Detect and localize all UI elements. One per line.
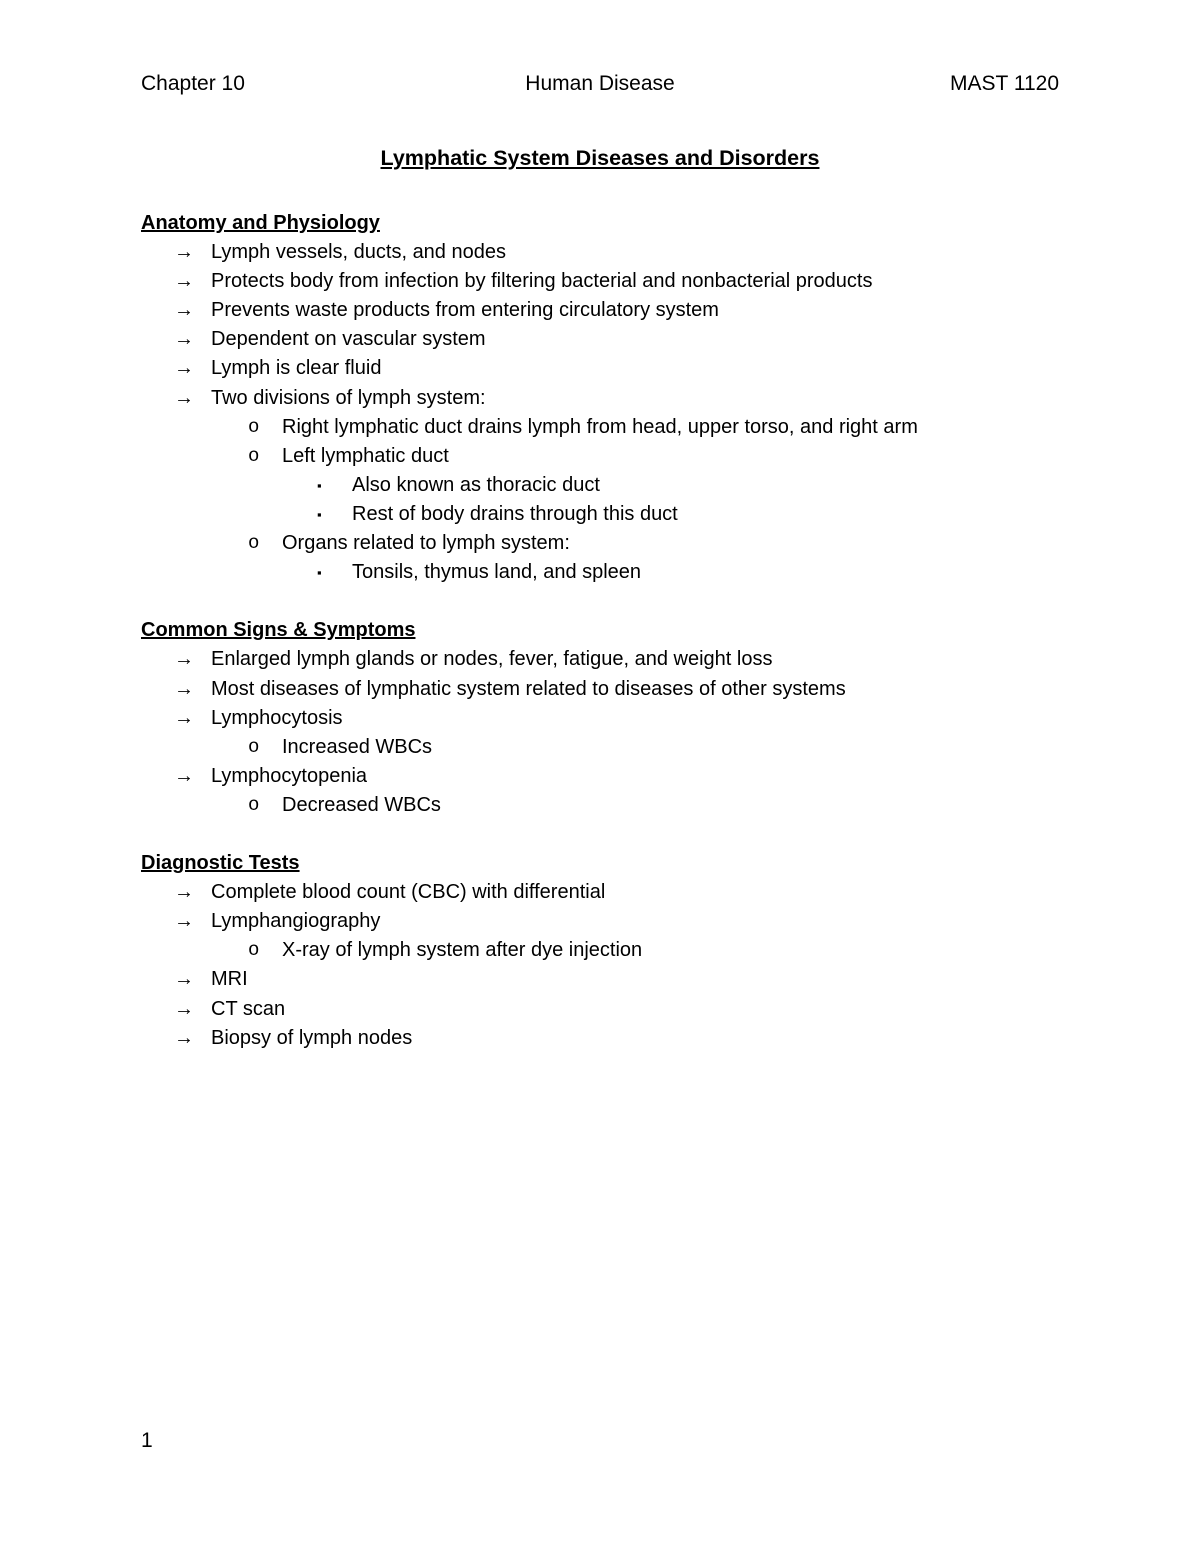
- list-item-text: Lymph is clear fluid: [211, 357, 382, 380]
- list-item: [141, 413, 1059, 442]
- document-body: [141, 209, 1059, 1053]
- list-item-text: Prevents waste products from entering circulatory system: [211, 299, 719, 322]
- list-item-text: Lymphocytosis: [211, 706, 343, 729]
- bullet-list: [141, 238, 1059, 587]
- arrow-bullet-icon: →: [174, 764, 194, 787]
- arrow-bullet-icon: →: [174, 968, 194, 991]
- list-item-text: Protects body from infection by filtering bacterial and nonbacterial products: [211, 270, 873, 293]
- bullet-list: [141, 645, 1059, 820]
- list-item: [141, 529, 1059, 558]
- list-item: [141, 907, 1059, 936]
- arrow-bullet-icon: →: [174, 677, 194, 700]
- section-spacer: [141, 587, 1059, 616]
- list-item-text: MRI: [211, 968, 248, 991]
- list-item: [141, 558, 1059, 587]
- section-heading: Anatomy and Physiology: [141, 212, 380, 234]
- list-item-text: Complete blood count (CBC) with differential: [211, 881, 606, 904]
- list-item-text: Two divisions of lymph system:: [211, 386, 486, 409]
- list-item-text: CT scan: [211, 997, 286, 1020]
- circle-bullet-icon: o: [248, 793, 260, 816]
- circle-bullet-icon: o: [248, 444, 260, 467]
- list-item: [141, 296, 1059, 325]
- arrow-bullet-icon: →: [174, 910, 194, 933]
- section-heading: Diagnostic Tests: [141, 852, 300, 875]
- list-item: [141, 965, 1059, 994]
- circle-bullet-icon: o: [248, 735, 260, 758]
- circle-bullet-icon: o: [248, 415, 260, 438]
- list-item-text: Also known as thoracic duct: [352, 473, 600, 496]
- list-item-text: Decreased WBCs: [282, 793, 441, 816]
- page-number: 1: [141, 1429, 153, 1452]
- list-item: [141, 384, 1059, 413]
- list-item-text: Left lymphatic duct: [282, 444, 449, 467]
- list-item: [141, 878, 1059, 907]
- list-item: [141, 936, 1059, 965]
- list-item-text: Lymph vessels, ducts, and nodes: [211, 241, 506, 264]
- list-item: [141, 267, 1059, 296]
- list-item-text: Tonsils, thymus land, and spleen: [352, 561, 642, 584]
- list-item-text: Most diseases of lymphatic system related to diseases of other systems: [211, 677, 846, 700]
- list-item: [141, 995, 1059, 1024]
- header-chapter: Chapter 10: [141, 72, 245, 95]
- square-bullet-icon: ▪: [317, 506, 322, 522]
- section-heading: Common Signs & Symptoms: [141, 619, 416, 642]
- list-item: [141, 762, 1059, 791]
- arrow-bullet-icon: →: [174, 270, 194, 293]
- list-item: [141, 442, 1059, 471]
- list-item-text: Enlarged lymph glands or nodes, fever, fatigue, and weight loss: [211, 648, 773, 671]
- list-item-text: Right lymphatic duct drains lymph from head, upper torso, and right arm: [282, 415, 918, 438]
- list-item-text: Rest of body drains through this duct: [352, 502, 678, 525]
- arrow-bullet-icon: →: [174, 241, 194, 264]
- list-item: [141, 645, 1059, 674]
- header-course-code: MAST 1120: [950, 72, 1059, 95]
- arrow-bullet-icon: →: [174, 1026, 194, 1049]
- list-item-text: Increased WBCs: [282, 735, 433, 758]
- list-item: [141, 354, 1059, 383]
- list-item: [141, 791, 1059, 820]
- arrow-bullet-icon: →: [174, 997, 194, 1020]
- circle-bullet-icon: o: [248, 532, 260, 555]
- list-item: [141, 471, 1059, 500]
- circle-bullet-icon: o: [248, 939, 260, 962]
- square-bullet-icon: ▪: [317, 565, 322, 581]
- list-item: [141, 500, 1059, 529]
- arrow-bullet-icon: →: [174, 299, 194, 322]
- list-item-text: Lymphocytopenia: [211, 764, 368, 787]
- list-item: [141, 704, 1059, 733]
- square-bullet-icon: ▪: [317, 477, 322, 493]
- arrow-bullet-icon: →: [174, 357, 194, 380]
- page-header: [141, 72, 1059, 102]
- arrow-bullet-icon: →: [174, 648, 194, 671]
- list-item-text: Biopsy of lymph nodes: [211, 1026, 413, 1049]
- section: [141, 849, 1059, 1053]
- arrow-bullet-icon: →: [174, 706, 194, 729]
- arrow-bullet-icon: →: [174, 881, 194, 904]
- document-title: Lymphatic System Diseases and Disorders: [380, 146, 820, 170]
- list-item: [141, 733, 1059, 762]
- arrow-bullet-icon: →: [174, 328, 194, 351]
- list-item-text: Lymphangiography: [211, 910, 381, 933]
- list-item: [141, 325, 1059, 354]
- list-item: [141, 238, 1059, 267]
- section-spacer: [141, 820, 1059, 849]
- list-item-text: X-ray of lymph system after dye injection: [282, 939, 643, 962]
- list-item-text: Dependent on vascular system: [211, 328, 486, 351]
- list-item: [141, 675, 1059, 704]
- list-item: [141, 1024, 1059, 1053]
- header-course-title: Human Disease: [525, 72, 675, 95]
- section: [141, 209, 1059, 587]
- bullet-list: [141, 878, 1059, 1053]
- arrow-bullet-icon: →: [174, 386, 194, 409]
- list-item-text: Organs related to lymph system:: [282, 532, 570, 555]
- section: [141, 616, 1059, 820]
